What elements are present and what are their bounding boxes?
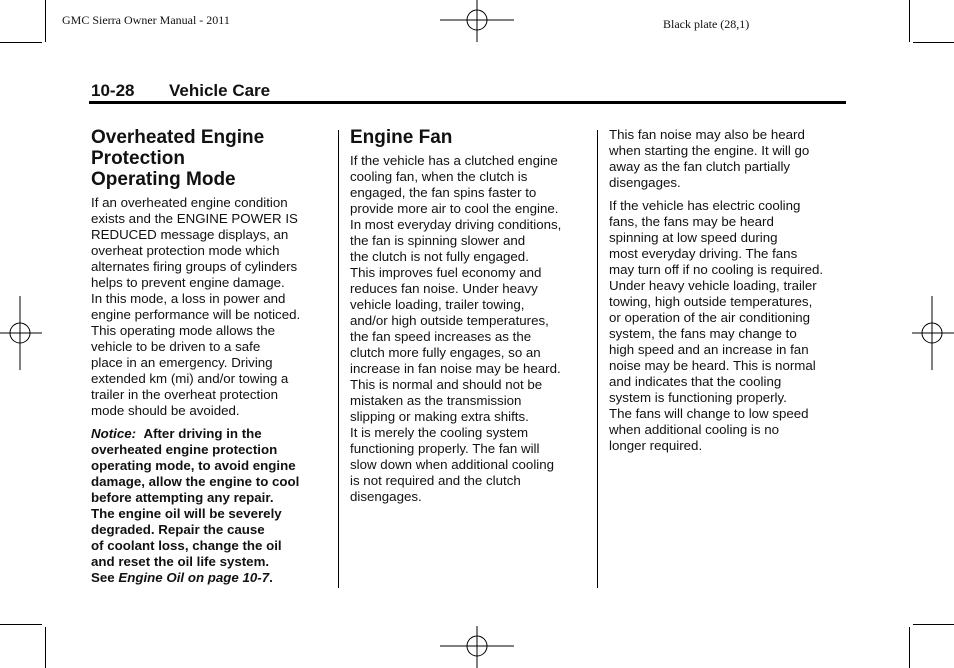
text-line: degraded. Repair the cause — [91, 522, 265, 537]
text-line: spinning at low speed during — [609, 230, 778, 245]
overheat-title — [91, 127, 327, 190]
title-line: Overheated Engine — [91, 127, 265, 148]
text-line: place in an emergency. Driving — [91, 355, 273, 370]
crop-mark — [45, 627, 46, 668]
text-line: REDUCED message displays, an — [91, 227, 289, 242]
text-line: slow down when additional cooling — [350, 457, 555, 472]
text-line: away as the fan clutch partially — [609, 159, 791, 174]
text-line: damage, allow the engine to cool — [91, 474, 300, 489]
see-prefix: See — [91, 570, 115, 585]
page-heading — [91, 81, 270, 101]
text-line: This is normal and should not be — [350, 377, 543, 392]
text-line: most everyday driving. The fans — [609, 246, 798, 261]
text-line: vehicle loading, trailer towing, — [350, 297, 525, 312]
text-line: extended km (mi) and/or towing a — [91, 371, 289, 386]
text-line: cooling fan, when the clutch is — [350, 169, 528, 184]
engine-oil-link[interactable]: Engine Oil on page 10-7 — [118, 570, 270, 585]
fan-noise-paragraph — [609, 127, 849, 191]
text-line: when starting the engine. It will go — [609, 143, 810, 158]
notice-block — [91, 426, 327, 586]
text-line: and reset the oil life system. — [91, 554, 270, 569]
text-line: The engine oil will be severely — [91, 506, 282, 521]
text-line: exists and the ENGINE POWER IS — [91, 211, 298, 226]
registration-mark-right — [912, 296, 954, 370]
text-line: If the vehicle has electric cooling — [609, 198, 801, 213]
text-line: trailer in the overheat protection — [91, 387, 279, 402]
plate-label: Black plate (28,1) — [663, 17, 750, 31]
electric-fans-paragraph — [609, 198, 849, 454]
text-line: vehicle to be driven to a safe — [91, 339, 261, 354]
text-line: when additional cooling is no — [609, 422, 780, 437]
text-line: operating mode, to avoid engine — [91, 458, 296, 473]
registration-mark-left — [0, 296, 42, 370]
crop-mark — [45, 0, 46, 42]
text-line: reduces fan noise. Under heavy — [350, 281, 538, 296]
text-line: high speed and an increase in fan — [609, 342, 809, 357]
text-line: longer required. — [609, 438, 703, 453]
text-line: In most everyday driving conditions, — [350, 217, 562, 232]
text-line: provide more air to cool the engine. — [350, 201, 559, 216]
text-line: Under heavy vehicle loading, trailer — [609, 278, 817, 293]
column-overheat — [91, 127, 327, 593]
text-line: the fan speed increases as the — [350, 329, 532, 344]
text-line: It is merely the cooling system — [350, 425, 529, 440]
crop-mark — [909, 0, 910, 42]
text-line: the clutch is not fully engaged. — [350, 249, 529, 264]
column-divider — [597, 130, 598, 588]
title-line: Operating Mode — [91, 169, 236, 190]
engine-fan-title: Engine Fan — [350, 127, 453, 148]
text-line: In this mode, a loss in power and — [91, 291, 286, 306]
text-line: increase in fan noise may be heard. — [350, 361, 561, 376]
see-suffix: . — [269, 570, 273, 585]
column-engine-fan — [350, 127, 586, 512]
text-line: and/or high outside temperatures, — [350, 313, 549, 328]
crop-mark — [0, 42, 42, 43]
text-line: clutch more fully engages, so an — [350, 345, 541, 360]
manual-title: GMC Sierra Owner Manual - 2011 — [62, 13, 230, 27]
text-line: If the vehicle has a clutched engine — [350, 153, 558, 168]
text-line: functioning properly. The fan will — [350, 441, 540, 456]
crop-mark — [0, 624, 42, 625]
text-line: This fan noise may also be heard — [609, 127, 805, 142]
text-line: overheated engine protection — [91, 442, 278, 457]
text-line: The fans will change to low speed — [609, 406, 809, 421]
text-line: noise may be heard. This is normal — [609, 358, 816, 373]
overheat-body — [91, 195, 327, 419]
text-line: disengages. — [609, 175, 681, 190]
text-line: helps to prevent engine damage. — [91, 275, 285, 290]
text-line: of coolant loss, change the oil — [91, 538, 282, 553]
text-line: engaged, the fan spins faster to — [350, 185, 537, 200]
text-line: overheat protection mode which — [91, 243, 280, 258]
text-line: fans, the fans may be heard — [609, 214, 774, 229]
text-line: before attempting any repair. — [91, 490, 274, 505]
text-line: mode should be avoided. — [91, 403, 240, 418]
text-line: This operating mode allows the — [91, 323, 276, 338]
text-line: If an overheated engine condition — [91, 195, 288, 210]
crop-mark — [913, 42, 954, 43]
text-line: towing, high outside temperatures, — [609, 294, 813, 309]
text-line: is not required and the clutch — [350, 473, 521, 488]
title-line: Protection — [91, 148, 185, 169]
text-line: system is functioning properly. — [609, 390, 787, 405]
see-reference-line — [91, 570, 327, 586]
text-line: This improves fuel economy and — [350, 265, 542, 280]
text-line: the fan is spinning slower and — [350, 233, 526, 248]
text-line: engine performance will be noticed. — [91, 307, 301, 322]
text-line: system, the fans may change to — [609, 326, 797, 341]
text-line: or operation of the air conditioning — [609, 310, 811, 325]
crop-mark — [909, 627, 910, 668]
heading-rule — [89, 101, 846, 104]
section-title: Vehicle Care — [169, 81, 271, 100]
column-divider — [338, 130, 339, 588]
notice-first-line — [91, 426, 327, 442]
text-line: disengages. — [350, 489, 422, 504]
text-line: and indicates that the cooling — [609, 374, 782, 389]
engine-fan-body — [350, 153, 586, 505]
text-line: slipping or making extra shifts. — [350, 409, 529, 424]
text-line: alternates firing groups of cylinders — [91, 259, 298, 274]
registration-mark-bottom — [440, 626, 514, 668]
crop-mark — [913, 624, 954, 625]
registration-mark-top — [440, 0, 514, 42]
notice-label: Notice: — [91, 426, 137, 441]
column-fan-continued — [609, 127, 849, 461]
text-line: After driving in the — [143, 426, 262, 441]
page-number: 10-28 — [91, 81, 135, 100]
text-line: mistaken as the transmission — [350, 393, 522, 408]
text-line: may turn off if no cooling is required. — [609, 262, 824, 277]
